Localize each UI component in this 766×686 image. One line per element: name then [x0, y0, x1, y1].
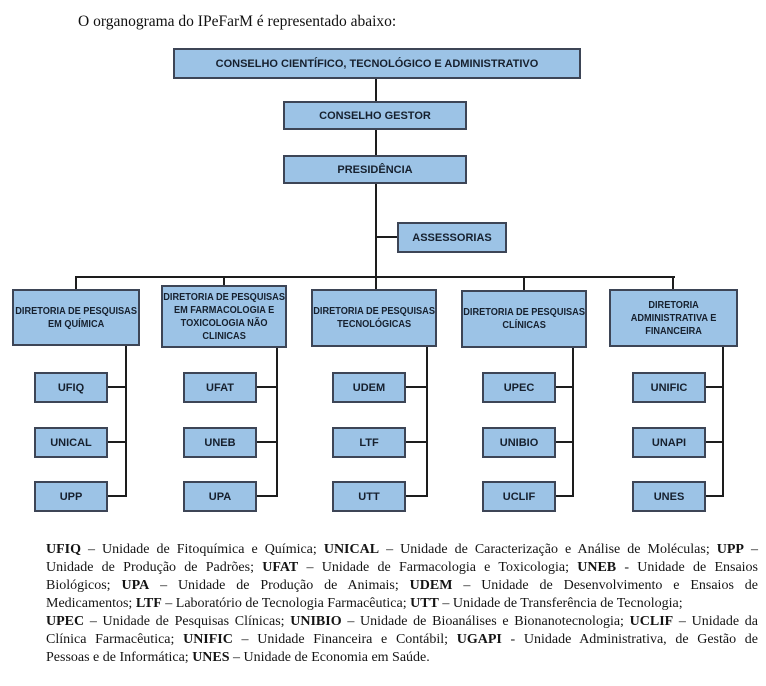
legend-segment: Pessoas e de Informática; [46, 650, 193, 665]
node-label: PRESIDÊNCIA [337, 163, 413, 176]
legend-acronym: UCLIF [629, 614, 674, 629]
node-label: ASSESSORIAS [412, 231, 492, 244]
connector-line [75, 278, 77, 289]
legend-segment: – Unidade Financeira e Contábil; [232, 632, 457, 647]
legend-acronym: UNES [192, 650, 230, 665]
legend-line [46, 631, 758, 649]
node-diretoria-administrativa [609, 289, 738, 347]
connector-line [556, 386, 574, 388]
connector-line [706, 441, 724, 443]
node-label: DIRETORIA ADMINISTRATIVA E FINANCEIRA [630, 299, 717, 337]
node-udem: UDEM [332, 372, 406, 403]
connector-line [257, 386, 278, 388]
legend-segment: – Unidade de Fitoquímica e Química; [81, 542, 324, 557]
legend-segment: Medicamentos; [46, 596, 136, 611]
connector-line [406, 386, 428, 388]
intro-text: O organograma do IPeFarM é representado abaixo: [78, 13, 397, 30]
legend-acronym: UTT [410, 596, 439, 611]
legend-segment: – Laboratório de Tecnologia Farmacêutica; [161, 596, 411, 611]
legend-line [46, 649, 758, 667]
node-diretoria-quimica [12, 289, 140, 346]
connector-line [375, 278, 377, 289]
legend-segment: - Unidade Administrativa, de Gestão de [501, 632, 758, 647]
node-unapi: UNAPI [632, 427, 706, 458]
legend-segment: Clínica Farmacêutica; [46, 632, 184, 647]
connector-line [406, 441, 428, 443]
connector-line [375, 184, 377, 278]
legend-segment: Unidade de Produção de Padrões; [46, 560, 263, 575]
node-label: CONSELHO CIENTÍFICO, TECNOLÓGICO E ADMINISTRATIVO [215, 57, 539, 70]
node-label: CONSELHO GESTOR [319, 109, 431, 122]
legend-acronym: UDEM [409, 578, 453, 593]
node-upp: UPP [34, 481, 108, 512]
node-label: DIRETORIA DE PESQUISAS TECNOLÓGICAS [313, 306, 435, 330]
legend-text [46, 541, 758, 667]
connector-line [257, 441, 278, 443]
legend-acronym: UPEC [46, 614, 85, 629]
connector-line [722, 346, 724, 497]
legend-acronym: UFIQ [46, 542, 81, 557]
connector-line [672, 278, 674, 289]
node-conselho-cientifico [173, 48, 581, 79]
legend-segment: – Unidade de Produção de Animais; [149, 578, 410, 593]
connector-line [108, 386, 127, 388]
legend-acronym: UNIFIC [183, 632, 233, 647]
connector-line [706, 386, 724, 388]
connector-line [406, 495, 428, 497]
legend-acronym: UFAT [262, 560, 299, 575]
legend-acronym: UNICAL [323, 542, 380, 557]
node-label: DIRETORIA DE PESQUISAS EM FARMACOLOGIA E TOXICOLOGIA NÃO CLINICAS [163, 291, 285, 342]
connector-line [257, 495, 278, 497]
legend-acronym: UPP [716, 542, 744, 557]
node-assessorias [397, 222, 507, 253]
node-upa: UPA [183, 481, 257, 512]
connector-line [375, 79, 377, 102]
legend-acronym: UPA [121, 578, 150, 593]
legend-segment: – Unidade de Farmacologia e Toxicologia; [298, 560, 578, 575]
connector-line [108, 495, 127, 497]
legend-acronym: UGAPI [456, 632, 502, 647]
node-diretoria-tecnologicas [311, 289, 437, 347]
node-uclif: UCLIF [482, 481, 556, 512]
node-ufat: UFAT [183, 372, 257, 403]
connector-line [125, 346, 127, 497]
legend-line [46, 541, 758, 559]
node-unific: UNIFIC [632, 372, 706, 403]
connector-line [276, 347, 278, 497]
legend-segment: – Unidade de Caracterização e Análise de Moléculas; [379, 542, 717, 557]
connector-line [426, 346, 428, 497]
legend-segment: – [743, 542, 758, 557]
legend-acronym: UNIBIO [290, 614, 342, 629]
node-uneb: UNEB [183, 427, 257, 458]
legend-segment: Biológicos; [46, 578, 122, 593]
node-utt: UTT [332, 481, 406, 512]
legend-line [46, 613, 758, 631]
connector-line [523, 278, 525, 290]
connector-line [377, 236, 397, 238]
connector-line [706, 495, 724, 497]
node-ltf: LTF [332, 427, 406, 458]
node-presidencia [283, 155, 467, 184]
legend-segment: – Unidade da [673, 614, 758, 629]
connector-line [556, 495, 574, 497]
legend-segment: - Unidade de Ensaios [616, 560, 759, 575]
legend-acronym: LTF [135, 596, 162, 611]
connector-line [572, 347, 574, 497]
connector-line [108, 441, 127, 443]
legend-segment: – Unidade de Pesquisas Clínicas; [84, 614, 291, 629]
node-ufiq: UFIQ [34, 372, 108, 403]
legend-line [46, 559, 758, 577]
node-diretoria-farmacologia [161, 285, 287, 348]
legend-segment: – Unidade de Desenvolvimento e Ensaios de [452, 578, 758, 593]
connector-line [556, 441, 574, 443]
legend-segment: – Unidade de Economia em Saúde. [229, 650, 430, 665]
legend-acronym: UNEB [577, 560, 617, 575]
node-unes: UNES [632, 481, 706, 512]
legend-segment: – Unidade de Bioanálises e Bionanotecnologia; [341, 614, 630, 629]
node-diretoria-clinicas [461, 290, 587, 348]
connector-line [375, 130, 377, 156]
node-unibio: UNIBIO [482, 427, 556, 458]
legend-line [46, 577, 758, 595]
node-upec: UPEC [482, 372, 556, 403]
node-conselho-gestor [283, 101, 467, 130]
legend-line [46, 595, 758, 613]
node-label: DIRETORIA DE PESQUISAS CLÍNICAS [463, 307, 585, 331]
node-label: DIRETORIA DE PESQUISAS EM QUÍMICA [15, 305, 137, 330]
legend-segment: – Unidade de Transferência de Tecnologia; [438, 596, 683, 611]
node-unical: UNICAL [34, 427, 108, 458]
